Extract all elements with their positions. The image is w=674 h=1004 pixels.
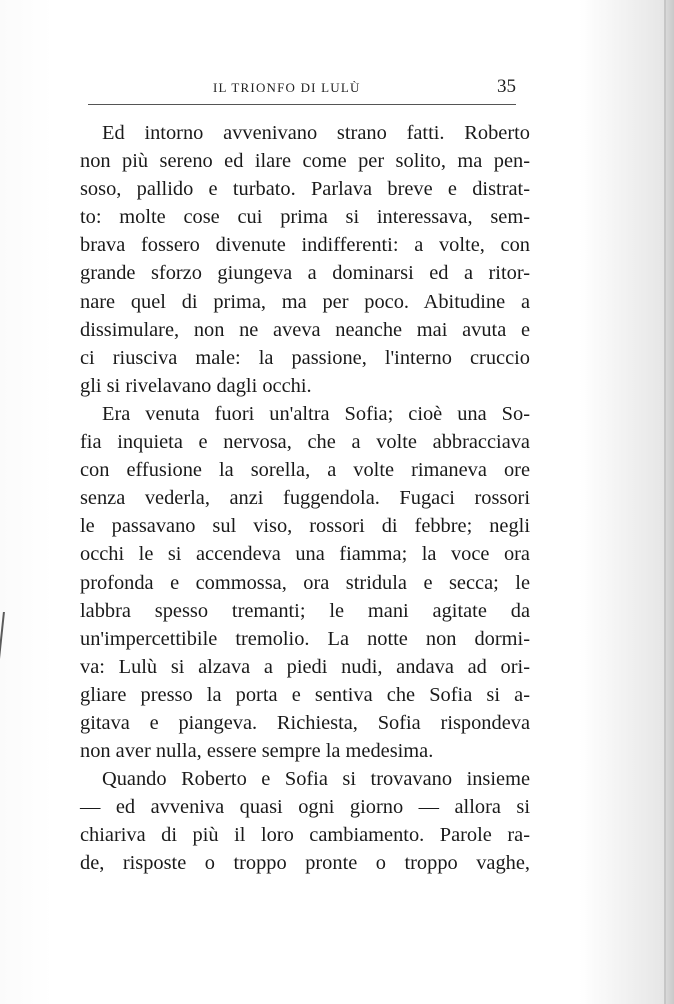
text-line: dissimulare, non ne aveva neanche mai avuta e — [80, 318, 530, 341]
text-line: to: molte cose cui prima si interessava, sem- — [80, 206, 530, 229]
header-rule — [88, 104, 516, 105]
page-edge-line — [664, 0, 666, 1004]
margin-mark — [0, 612, 11, 668]
paragraph — [80, 765, 530, 877]
text-line: occhi le si accendeva una fiamma; la voce ora — [80, 543, 530, 566]
text-line: brava fossero divenute indifferenti: a volte, con — [80, 234, 530, 257]
text-line: chiariva di più il loro cambiamento. Parole ra- — [80, 824, 530, 847]
text-line: fia inquieta e nervosa, che a volte abbracciava — [80, 431, 530, 454]
text-line: un'impercettibile tremolio. La notte non dormi- — [80, 627, 530, 650]
text-line: profonda e commossa, ora stridula e secca; le — [80, 571, 530, 594]
paragraph — [80, 400, 530, 765]
running-title: IL TRIONFO DI LULÙ — [213, 80, 361, 95]
text-line: ci riusciva male: la passione, l'interno cruccio — [80, 346, 530, 369]
text-line: Quando Roberto e Sofia si trovavano insieme — [102, 768, 530, 791]
text-line: — ed avveniva quasi ogni giorno — allora si — [80, 796, 530, 819]
text-line: con effusione la sorella, a volte rimaneva ore — [80, 459, 530, 482]
running-header — [88, 76, 516, 104]
text-line: non più sereno ed ilare come per solito, ma pen- — [80, 150, 530, 173]
text-line: senza vederla, anzi fuggendola. Fugaci rossori — [80, 487, 530, 510]
text-line: grande sforzo giungeva a dominarsi ed a ritor- — [80, 262, 530, 285]
text-line: soso, pallido e turbato. Parlava breve e distrat- — [80, 178, 530, 201]
text-line: gli si rivelavano dagli occhi. — [80, 374, 312, 397]
text-line: va: Lulù si alzava a piedi nudi, andava ad ori- — [80, 655, 530, 678]
text-line: non aver nulla, essere sempre la medesima. — [80, 740, 434, 763]
paragraph — [80, 119, 530, 400]
text-line: Era venuta fuori un'altra Sofia; cioè una So- — [102, 402, 530, 425]
text-line: Ed intorno avvenivano strano fatti. Roberto — [102, 122, 530, 144]
text-line: gliare presso la porta e sentiva che Sofia si a- — [80, 683, 530, 706]
page-gutter-shadow — [666, 0, 674, 1004]
text-line: gitava e piangeva. Richiesta, Sofia rispondeva — [80, 711, 530, 734]
text-line: labbra spesso tremanti; le mani agitate da — [80, 599, 530, 622]
text-line: de, risposte o troppo pronte o troppo vaghe, — [80, 852, 530, 875]
text-line: nare quel di prima, ma per poco. Abitudine a — [80, 290, 530, 313]
page-number: 35 — [497, 76, 516, 97]
body-text — [80, 119, 530, 878]
text-line: le passavano sul viso, rossori di febbre; negli — [80, 515, 530, 538]
